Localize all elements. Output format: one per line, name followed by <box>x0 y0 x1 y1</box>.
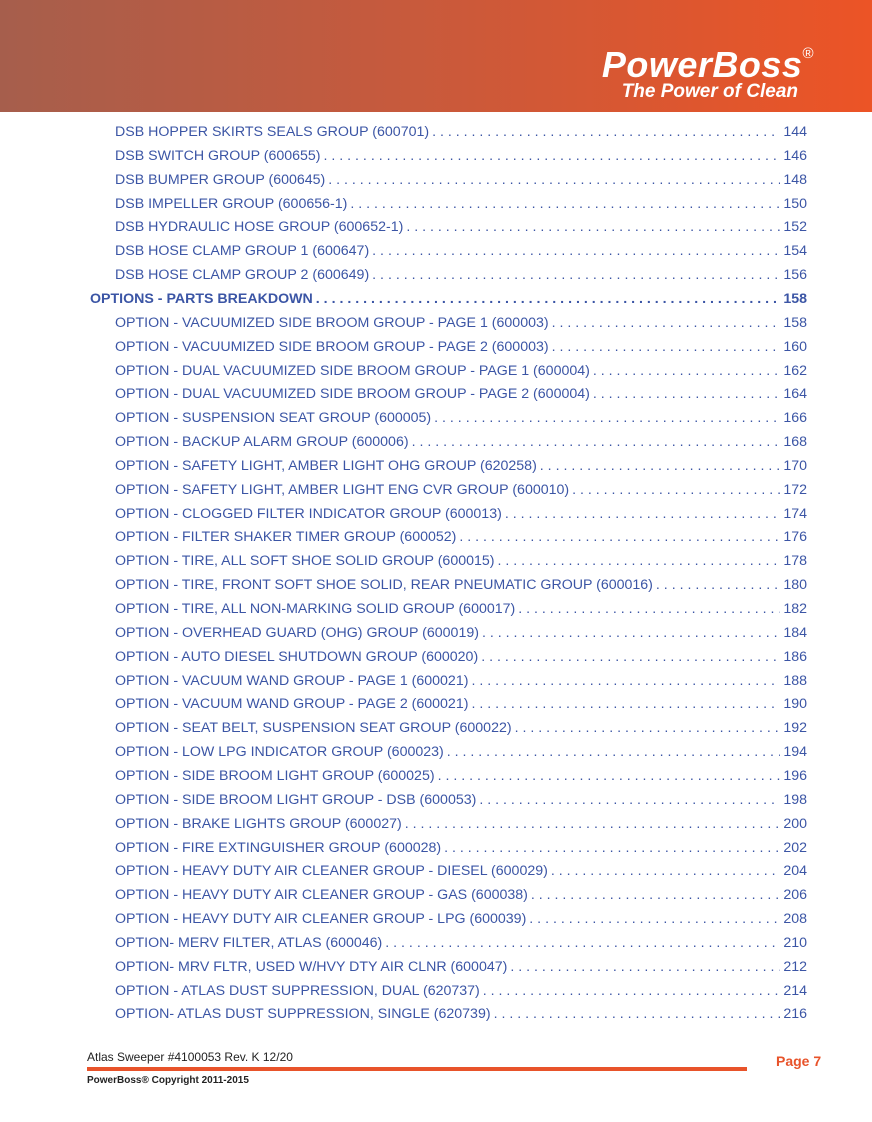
dot-leader <box>551 862 780 880</box>
toc-entry-page: 204 <box>783 863 807 880</box>
toc-entry-page: 202 <box>783 839 807 856</box>
toc-entry-title: DSB HOSE CLAMP GROUP 1 (600647) <box>115 243 370 260</box>
toc-entry-page: 180 <box>783 577 807 594</box>
toc-entry-title: OPTION - HEAVY DUTY AIR CLEANER GROUP - DIESEL (600029) <box>115 863 548 880</box>
toc-entry[interactable] <box>115 715 807 737</box>
toc-entry-page: 158 <box>783 314 807 331</box>
toc-entry[interactable] <box>115 978 807 1000</box>
toc-entry-title: OPTION - SIDE BROOM LIGHT GROUP (600025) <box>115 767 435 784</box>
toc-entry-title: OPTION - SIDE BROOM LIGHT GROUP - DSB (600053) <box>115 791 477 808</box>
toc-entry-page: 214 <box>783 982 807 999</box>
toc-entry[interactable] <box>115 143 807 165</box>
dot-leader <box>552 338 781 356</box>
dot-leader <box>518 600 780 618</box>
toc-entry-page: 148 <box>783 171 807 188</box>
dot-leader <box>447 743 781 761</box>
dot-leader <box>572 481 780 499</box>
toc-entry[interactable] <box>115 930 807 952</box>
toc-entry-page: 168 <box>783 434 807 451</box>
toc-entry-title: OPTION- ATLAS DUST SUPPRESSION, SINGLE (620739) <box>115 1006 491 1023</box>
toc-entry[interactable] <box>115 358 807 380</box>
dot-leader <box>406 218 780 236</box>
page-header-banner <box>0 0 872 112</box>
toc-entry-page: 206 <box>783 887 807 904</box>
toc-entry[interactable] <box>115 310 807 332</box>
dot-leader <box>483 982 781 1000</box>
toc-entry-page: 200 <box>783 815 807 832</box>
toc-entry-title: DSB HOPPER SKIRTS SEALS GROUP (600701) <box>115 124 430 140</box>
toc-entry[interactable] <box>115 477 807 499</box>
toc-entry[interactable] <box>115 262 807 284</box>
toc-entry-page: 166 <box>783 410 807 427</box>
dot-leader <box>505 505 781 523</box>
toc-entry[interactable] <box>115 214 807 236</box>
toc-entry-page: 196 <box>783 767 807 784</box>
toc-entry-title: OPTION - SAFETY LIGHT, AMBER LIGHT ENG CVR GROUP (600010) <box>115 481 570 498</box>
toc-entry[interactable] <box>115 405 807 427</box>
toc-entry-title: DSB SWITCH GROUP (600655) <box>115 147 321 164</box>
toc-entry[interactable] <box>115 858 807 880</box>
dot-leader <box>656 576 780 594</box>
toc-entry[interactable] <box>115 429 807 451</box>
toc-entry[interactable] <box>115 739 807 761</box>
dot-leader <box>593 385 780 403</box>
dot-leader <box>552 314 781 332</box>
toc-entry-page: 198 <box>783 791 807 808</box>
dot-leader <box>434 409 780 427</box>
toc-entry[interactable] <box>115 548 807 570</box>
toc-entry-title: DSB BUMPER GROUP (600645) <box>115 171 326 188</box>
document-id: Atlas Sweeper #4100053 Rev. K 12/20 <box>87 1050 293 1064</box>
toc-entry-title: OPTION - TIRE, ALL NON-MARKING SOLID GROUP (600017) <box>115 601 516 617</box>
toc-entry-page: 170 <box>783 457 807 474</box>
toc-entry-page: 192 <box>783 720 807 737</box>
toc-entry-title: OPTION- MRV FLTR, USED W/HVY DTY AIR CLNR (600047) <box>115 958 508 975</box>
dot-leader <box>540 457 781 475</box>
page-number: Page 7 <box>776 1053 822 1069</box>
toc-entry-page: 216 <box>783 1006 807 1023</box>
copyright-notice: PowerBoss® Copyright 2011-2015 <box>87 1075 249 1086</box>
dot-leader <box>593 362 780 380</box>
dot-leader <box>316 290 781 308</box>
dot-leader <box>531 886 780 904</box>
toc-entry[interactable] <box>115 644 807 666</box>
toc-entry-title: OPTION - ATLAS DUST SUPPRESSION, DUAL (620737) <box>115 982 480 999</box>
toc-entry-page: 162 <box>783 362 807 379</box>
toc-entry-title: OPTION - FILTER SHAKER TIMER GROUP (600052) <box>115 529 457 546</box>
toc-entry-page: 178 <box>783 553 807 570</box>
toc-entry-page: 188 <box>783 672 807 689</box>
toc-entry-title: OPTION - HEAVY DUTY AIR CLEANER GROUP - GAS (600038) <box>115 887 528 904</box>
brand-name: PowerBoss <box>601 44 803 85</box>
toc-entry[interactable] <box>115 691 807 713</box>
dot-leader <box>479 791 780 809</box>
toc-entry[interactable] <box>115 191 807 213</box>
toc-entry-title: OPTION - TIRE, ALL SOFT SHOE SOLID GROUP (600015) <box>115 553 495 570</box>
toc-entry[interactable] <box>115 668 807 690</box>
dot-leader <box>515 719 781 737</box>
toc-entry-page: 154 <box>783 243 807 260</box>
dot-leader <box>444 839 780 857</box>
toc-entry-title: OPTION - VACUUMIZED SIDE BROOM GROUP - PAGE 1 (600003) <box>115 314 549 331</box>
dot-leader <box>385 934 780 952</box>
toc-entry-page: 150 <box>783 195 807 212</box>
toc-entry-page: 172 <box>783 481 807 498</box>
toc-entry-page: 174 <box>783 505 807 522</box>
dot-leader <box>372 266 780 284</box>
toc-entry[interactable] <box>115 524 807 546</box>
dot-leader <box>412 433 781 451</box>
toc-entry-title: OPTION - TIRE, FRONT SOFT SHOE SOLID, REAR PNEUMATIC GROUP (600016) <box>115 577 653 594</box>
dot-leader <box>328 171 780 189</box>
toc-entry-page: 186 <box>783 648 807 665</box>
brand-tagline: The Power of Clean <box>621 81 798 102</box>
toc-entry-title: OPTION - VACUUM WAND GROUP - PAGE 1 (600021) <box>115 672 469 689</box>
dot-leader <box>459 528 780 546</box>
toc-entry-page: 194 <box>783 744 807 761</box>
toc-entry-page: 210 <box>783 934 807 951</box>
toc-entry[interactable] <box>115 238 807 260</box>
dot-leader <box>529 910 780 928</box>
toc-entry[interactable] <box>115 763 807 785</box>
toc-entry[interactable] <box>115 787 807 809</box>
dot-leader <box>481 648 780 666</box>
toc-entry[interactable] <box>115 119 807 141</box>
dot-leader <box>350 195 780 213</box>
toc-entry-title: OPTION - SUSPENSION SEAT GROUP (600005) <box>115 410 432 427</box>
brand-logo <box>602 40 814 85</box>
toc-entry-title: OPTION - VACUUMIZED SIDE BROOM GROUP - PAGE 2 (600003) <box>115 338 549 355</box>
dot-leader <box>324 147 781 165</box>
toc-entry[interactable] <box>115 453 807 475</box>
toc-entry-title: OPTION - BRAKE LIGHTS GROUP (600027) <box>115 815 402 832</box>
toc-entry-page: 156 <box>783 267 807 284</box>
dot-leader <box>438 767 781 785</box>
toc-entry[interactable] <box>115 572 807 594</box>
toc-entry[interactable] <box>115 596 807 618</box>
toc-entry-title: OPTION- MERV FILTER, ATLAS (600046) <box>115 934 383 951</box>
toc-entry-title: OPTION - CLOGGED FILTER INDICATOR GROUP (600013) <box>115 505 502 522</box>
dot-leader <box>482 624 780 642</box>
toc-entry-page: 184 <box>783 624 807 641</box>
toc-entry-title: OPTION - DUAL VACUUMIZED SIDE BROOM GROUP - PAGE 1 (600004) <box>115 362 590 379</box>
dot-leader <box>372 242 780 260</box>
toc-entry[interactable] <box>115 381 807 403</box>
toc-entry-title: OPTION - DUAL VACUUMIZED SIDE BROOM GROUP - PAGE 2 (600004) <box>115 386 590 403</box>
toc-entry[interactable] <box>115 620 807 642</box>
toc-entry[interactable] <box>115 882 807 904</box>
footer-rule <box>87 1067 747 1071</box>
toc-entry-title: DSB HOSE CLAMP GROUP 2 (600649) <box>115 267 370 284</box>
toc-entry-page: 158 <box>783 290 807 307</box>
registered-mark: ® <box>802 45 814 62</box>
toc-entry-title: OPTION - SAFETY LIGHT, AMBER LIGHT OHG GROUP (620258) <box>115 457 537 474</box>
dot-leader <box>471 672 780 690</box>
toc-entry[interactable] <box>115 334 807 356</box>
toc-entry[interactable] <box>115 501 807 523</box>
dot-leader <box>494 1005 781 1023</box>
toc-entry-page: 182 <box>783 601 807 617</box>
toc-entry-title: OPTION - OVERHEAD GUARD (OHG) GROUP (600019) <box>115 624 479 641</box>
toc-entry[interactable] <box>115 835 807 857</box>
toc-entry-title: DSB HYDRAULIC HOSE GROUP (600652-1) <box>115 219 404 236</box>
toc-entry-page: 152 <box>783 219 807 236</box>
toc-entry-page: 160 <box>783 338 807 355</box>
toc-entry-title: OPTION - SEAT BELT, SUSPENSION SEAT GROUP (600022) <box>115 720 512 737</box>
toc-entry-title: OPTION - HEAVY DUTY AIR CLEANER GROUP - LPG (600039) <box>115 911 527 928</box>
toc-entry-page: 208 <box>783 911 807 928</box>
toc-entry-title: OPTION - BACKUP ALARM GROUP (600006) <box>115 434 409 451</box>
toc-entry[interactable] <box>115 167 807 189</box>
toc-entry[interactable] <box>115 811 807 833</box>
toc-entry[interactable] <box>115 906 807 928</box>
toc-entry-page: 144 <box>783 124 807 140</box>
toc-entry-page: 212 <box>783 958 807 975</box>
toc-entry[interactable] <box>115 954 807 976</box>
toc-entry-title: OPTION - AUTO DIESEL SHUTDOWN GROUP (600020) <box>115 648 479 665</box>
dot-leader <box>498 552 781 570</box>
toc-section-entry[interactable] <box>90 286 807 308</box>
toc-entry-title: DSB IMPELLER GROUP (600656-1) <box>115 195 348 212</box>
toc-entry-page: 176 <box>783 529 807 546</box>
dot-leader <box>405 815 781 833</box>
toc-entry-title: OPTION - LOW LPG INDICATOR GROUP (600023) <box>115 744 444 761</box>
toc-entry[interactable] <box>115 1001 807 1023</box>
toc-entry-title: OPTION - FIRE EXTINGUISHER GROUP (600028) <box>115 839 442 856</box>
dot-leader <box>510 958 780 976</box>
dot-leader <box>471 695 780 713</box>
toc-entry-page: 190 <box>783 696 807 713</box>
dot-leader <box>432 123 780 141</box>
toc-entry-page: 146 <box>783 147 807 164</box>
toc-entry-page: 164 <box>783 386 807 403</box>
toc-entry-title: OPTION - VACUUM WAND GROUP - PAGE 2 (600021) <box>115 696 469 713</box>
toc-entry-title: OPTIONS - PARTS BREAKDOWN <box>90 290 313 307</box>
